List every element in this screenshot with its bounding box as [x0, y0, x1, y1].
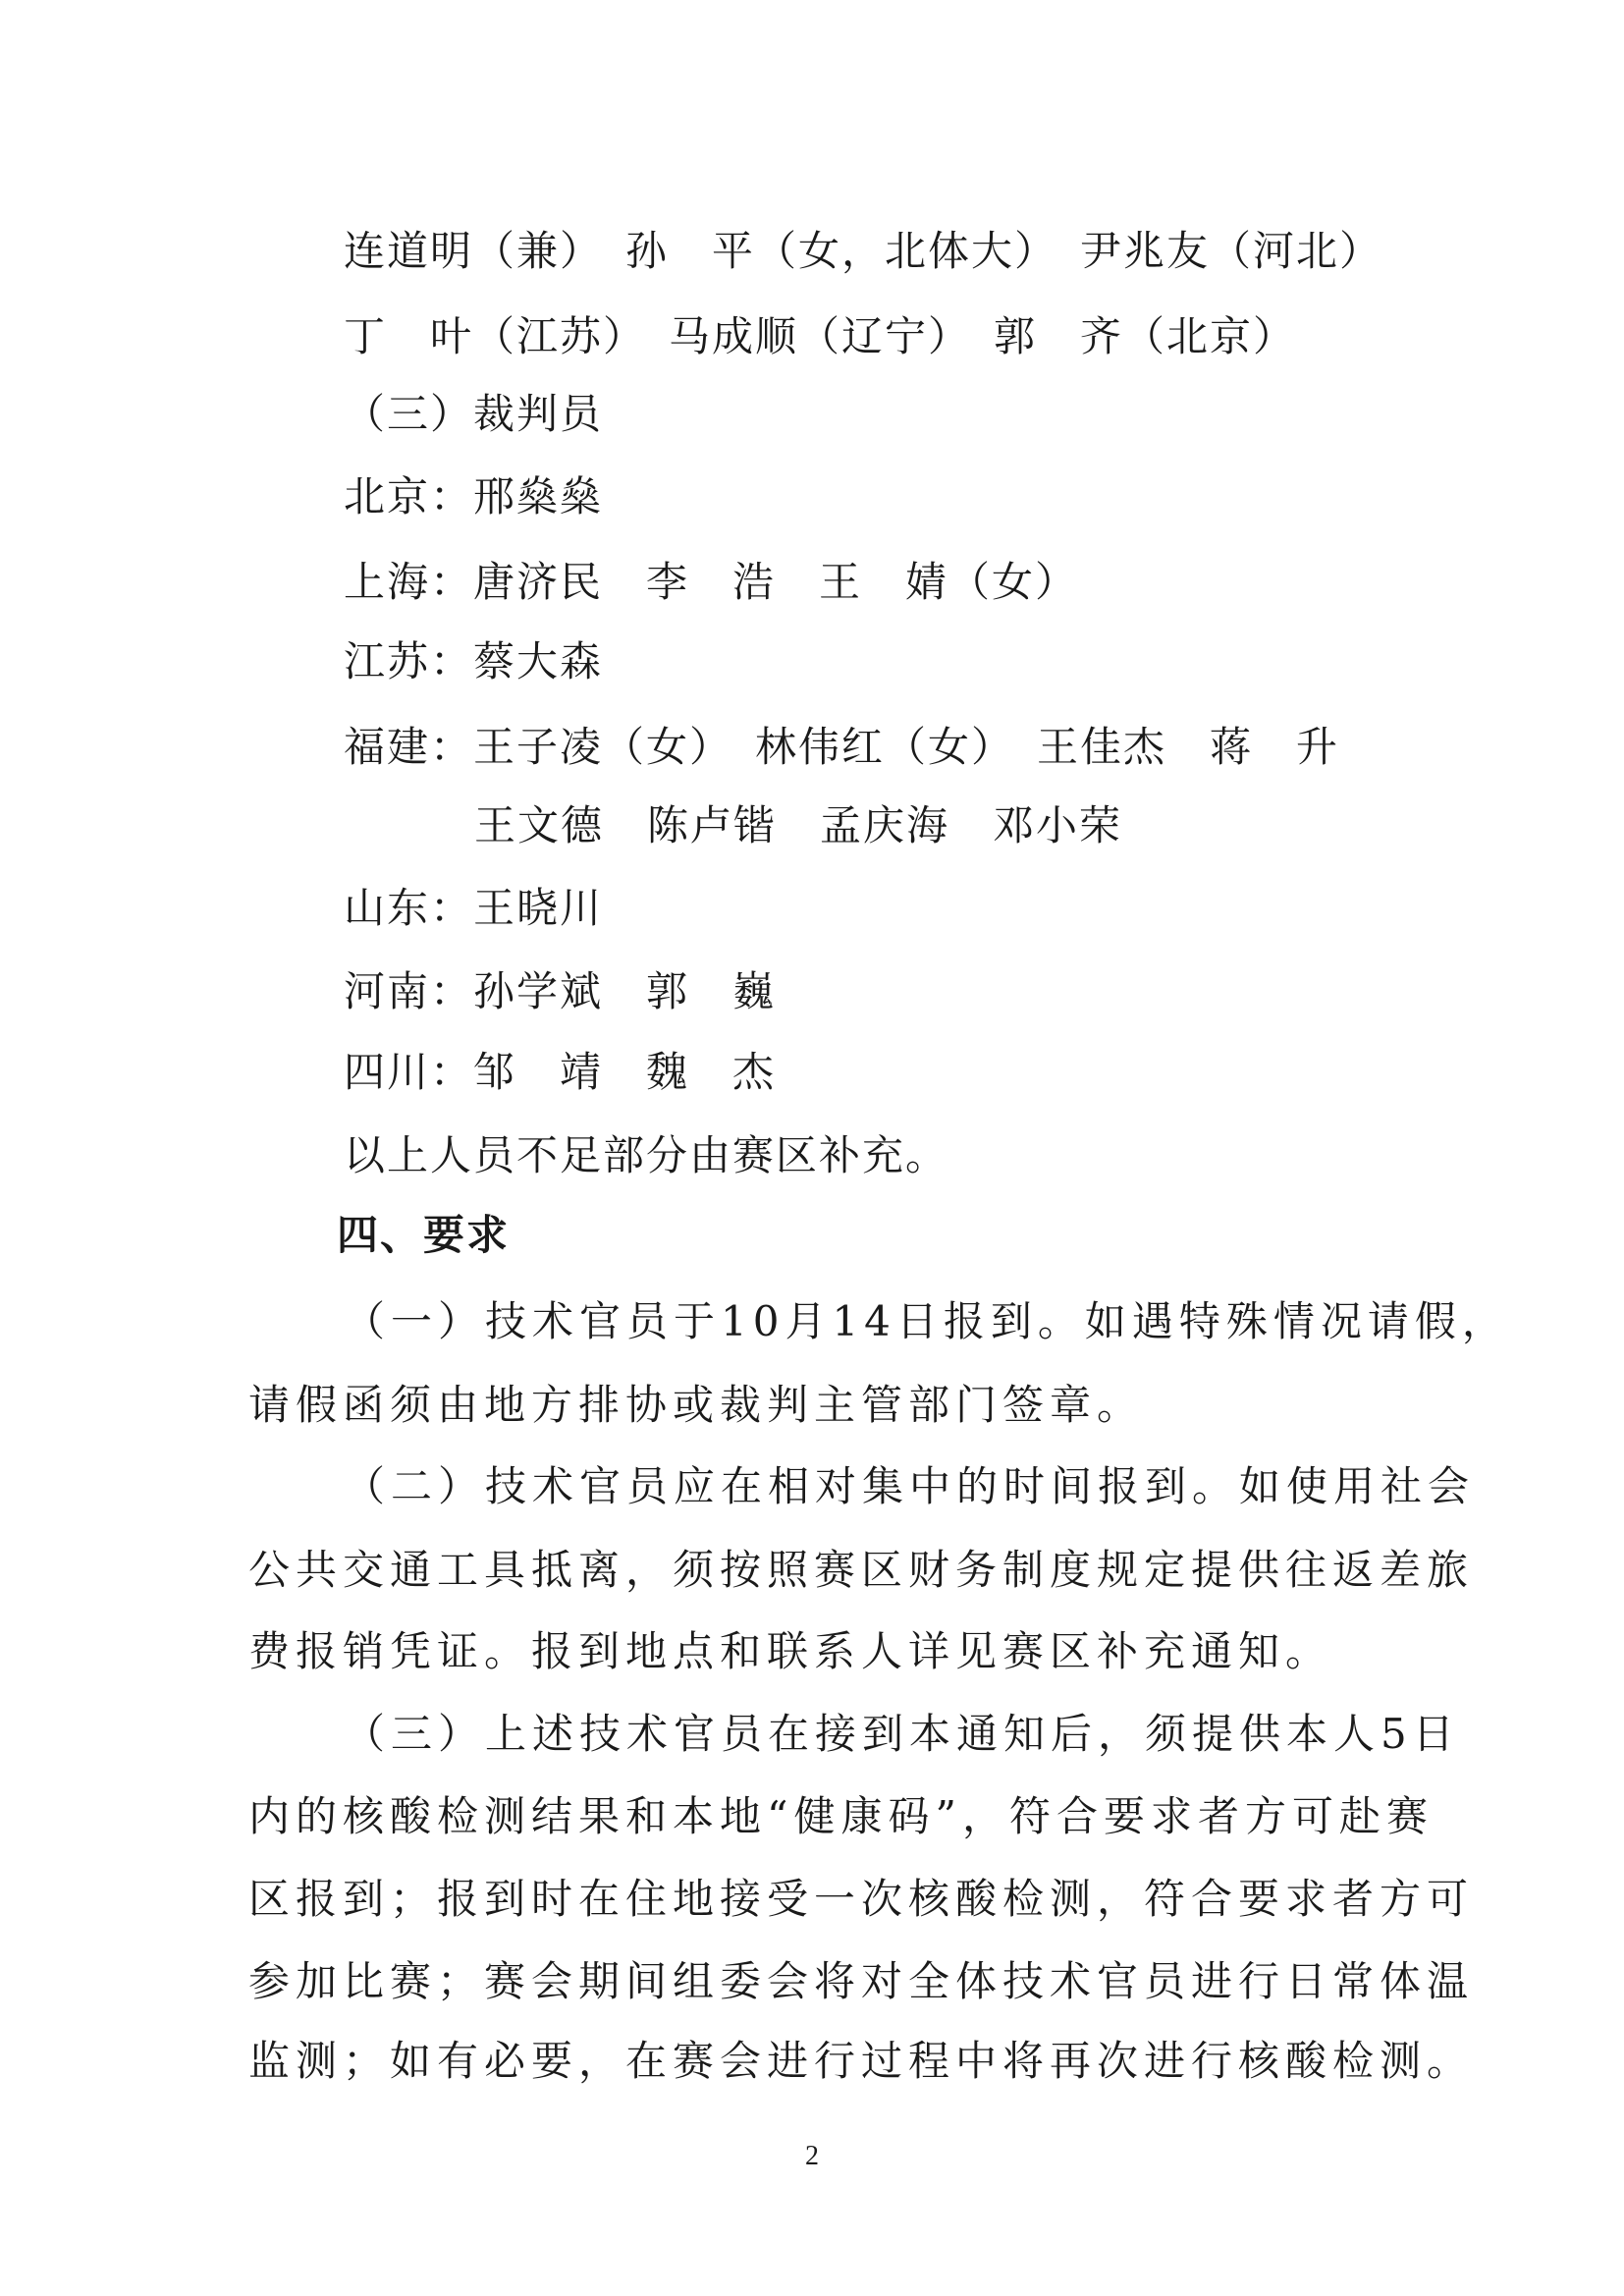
req-p1-line-1: （一）技术官员于10月14日报到。如遇特殊情况请假，	[344, 1297, 1509, 1345]
section-heading-requirements: 四、要求	[337, 1211, 511, 1259]
req-p2-line-1: （二）技术官员应在相对集中的时间报到。如使用社会	[344, 1462, 1476, 1510]
req-p3-line-1: （三）上述技术官员在接到本通知后，须提供本人5日	[344, 1710, 1460, 1758]
referees-shanghai: 上海：唐济民 李 浩 王 婧（女）	[344, 558, 1079, 606]
req-p3-line-4: 参加比赛；赛会期间组委会将对全体技术官员进行日常体温	[248, 1957, 1475, 2005]
req-p3-line-3: 区报到；报到时在住地接受一次核酸检测，符合要求者方可	[248, 1875, 1475, 1923]
req-p1-line-2: 请假函须由地方排协或裁判主管部门签章。	[248, 1381, 1145, 1429]
page-number: 2	[805, 2141, 819, 2171]
referees-henan: 河南：孙学斌 郭 巍	[344, 967, 777, 1015]
req-p2-line-2: 公共交通工具抵离，须按照赛区财务制度规定提供往返差旅	[248, 1546, 1475, 1594]
referees-fujian-line-1: 福建：王子凌（女） 林伟红（女） 王佳杰 蒋 升	[344, 723, 1340, 771]
referees-heading: （三）裁判员	[344, 390, 604, 438]
referees-note: 以上人员不足部分由赛区补充。	[344, 1131, 949, 1179]
referees-fujian-line-2: 王文德 陈卢锴 孟庆海 邓小荣	[474, 801, 1123, 849]
referees-jiangsu: 江苏：蔡大森	[344, 637, 604, 685]
req-p3-line-5: 监测；如有必要，在赛会进行过程中将再次进行核酸检测。	[248, 2037, 1475, 2085]
referees-beijing: 北京：邢燊燊	[344, 472, 604, 520]
req-p3-line-2: 内的核酸检测结果和本地“健康码”，符合要求者方可赴赛	[248, 1792, 1434, 1840]
roster-line-1: 连道明（兼） 孙 平（女，北体大） 尹兆友（河北）	[344, 227, 1383, 275]
referees-shandong: 山东：王晓川	[344, 884, 604, 932]
referees-sichuan: 四川：邹 靖 魏 杰	[344, 1048, 777, 1096]
roster-line-2: 丁 叶（江苏） 马成顺（辽宁） 郭 齐（北京）	[344, 312, 1297, 360]
req-p2-line-3: 费报销凭证。报到地点和联系人详见赛区补充通知。	[248, 1627, 1333, 1675]
